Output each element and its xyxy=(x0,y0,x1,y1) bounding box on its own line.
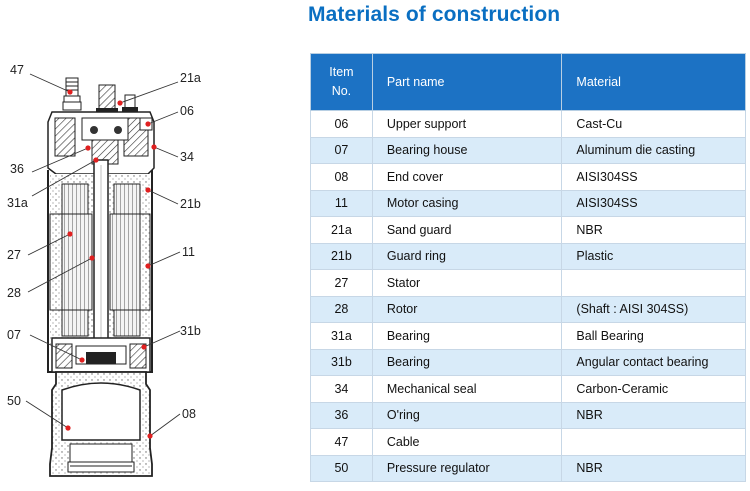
cell-item-no: 47 xyxy=(311,429,373,456)
cell-material: Aluminum die casting xyxy=(562,137,746,164)
table-row xyxy=(311,376,746,403)
cell-item-no: 11 xyxy=(311,190,373,217)
cell-part-name: Bearing house xyxy=(372,137,562,164)
callout-21b: 21b xyxy=(180,197,201,211)
cell-item-no: 31b xyxy=(311,349,373,376)
callout-27: 27 xyxy=(7,248,21,262)
callout-36: 36 xyxy=(10,162,24,176)
page-title: Materials of construction xyxy=(308,3,561,26)
table-row xyxy=(311,402,746,429)
cell-material: Angular contact bearing xyxy=(562,349,746,376)
table-row xyxy=(311,137,746,164)
cell-part-name: Mechanical seal xyxy=(372,376,562,403)
header-material: Material xyxy=(562,54,746,111)
cell-material: AISI304SS xyxy=(562,164,746,191)
motor-cross-section-diagram xyxy=(0,50,215,490)
callout-47: 47 xyxy=(10,63,24,77)
bearing-house xyxy=(52,338,150,372)
table-row xyxy=(311,243,746,270)
cell-item-no: 21b xyxy=(311,243,373,270)
cell-part-name: Stator xyxy=(372,270,562,297)
cell-part-name: End cover xyxy=(372,164,562,191)
table-row xyxy=(311,429,746,456)
table-row xyxy=(311,190,746,217)
cell-material: Plastic xyxy=(562,243,746,270)
cell-part-name: Upper support xyxy=(372,111,562,138)
cell-material: (Shaft : AISI 304SS) xyxy=(562,296,746,323)
cell-part-name: Bearing xyxy=(372,349,562,376)
cell-part-name: Sand guard xyxy=(372,217,562,244)
callout-08: 08 xyxy=(182,407,196,421)
callout-07: 07 xyxy=(7,328,21,342)
header-part-name: Part name xyxy=(372,54,562,111)
header-item-line1: Item xyxy=(329,65,354,79)
cell-part-name: O'ring xyxy=(372,402,562,429)
callout-21a: 21a xyxy=(180,71,201,85)
cell-item-no: 08 xyxy=(311,164,373,191)
table-row xyxy=(311,217,746,244)
cell-part-name: Motor casing xyxy=(372,190,562,217)
cell-item-no: 28 xyxy=(311,296,373,323)
cell-material xyxy=(562,429,746,456)
header-item-line2: No. xyxy=(331,84,352,98)
table-row xyxy=(311,349,746,376)
cell-item-no: 06 xyxy=(311,111,373,138)
header-item-no xyxy=(311,54,373,111)
callout-31a: 31a xyxy=(7,196,28,210)
cell-material: Cast-Cu xyxy=(562,111,746,138)
cell-item-no: 31a xyxy=(311,323,373,350)
end-cover xyxy=(50,372,152,476)
table-row xyxy=(311,164,746,191)
table-row xyxy=(311,323,746,350)
cell-material: NBR xyxy=(562,217,746,244)
callout-28: 28 xyxy=(7,286,21,300)
cell-item-no: 21a xyxy=(311,217,373,244)
callout-11: 11 xyxy=(182,245,195,259)
cell-part-name: Rotor xyxy=(372,296,562,323)
cell-material xyxy=(562,270,746,297)
callout-34: 34 xyxy=(180,150,194,164)
cell-part-name: Bearing xyxy=(372,323,562,350)
callout-50: 50 xyxy=(7,394,21,408)
cell-item-no: 36 xyxy=(311,402,373,429)
cell-item-no: 07 xyxy=(311,137,373,164)
cell-part-name: Cable xyxy=(372,429,562,456)
cell-material: AISI304SS xyxy=(562,190,746,217)
cell-material: Carbon-Ceramic xyxy=(562,376,746,403)
cable-gland xyxy=(63,78,81,110)
callout-31b: 31b xyxy=(180,324,201,338)
cell-material: Ball Bearing xyxy=(562,323,746,350)
table-row xyxy=(311,296,746,323)
cell-item-no: 27 xyxy=(311,270,373,297)
table-row xyxy=(311,270,746,297)
callout-06: 06 xyxy=(180,104,194,118)
cell-part-name: Guard ring xyxy=(372,243,562,270)
cell-item-no: 34 xyxy=(311,376,373,403)
table-header-row xyxy=(311,54,746,111)
cell-item-no: 50 xyxy=(311,455,373,482)
cell-part-name: Pressure regulator xyxy=(372,455,562,482)
table-row xyxy=(311,111,746,138)
materials-table xyxy=(310,53,746,482)
cell-material: NBR xyxy=(562,455,746,482)
cell-material: NBR xyxy=(562,402,746,429)
table-row xyxy=(311,455,746,482)
